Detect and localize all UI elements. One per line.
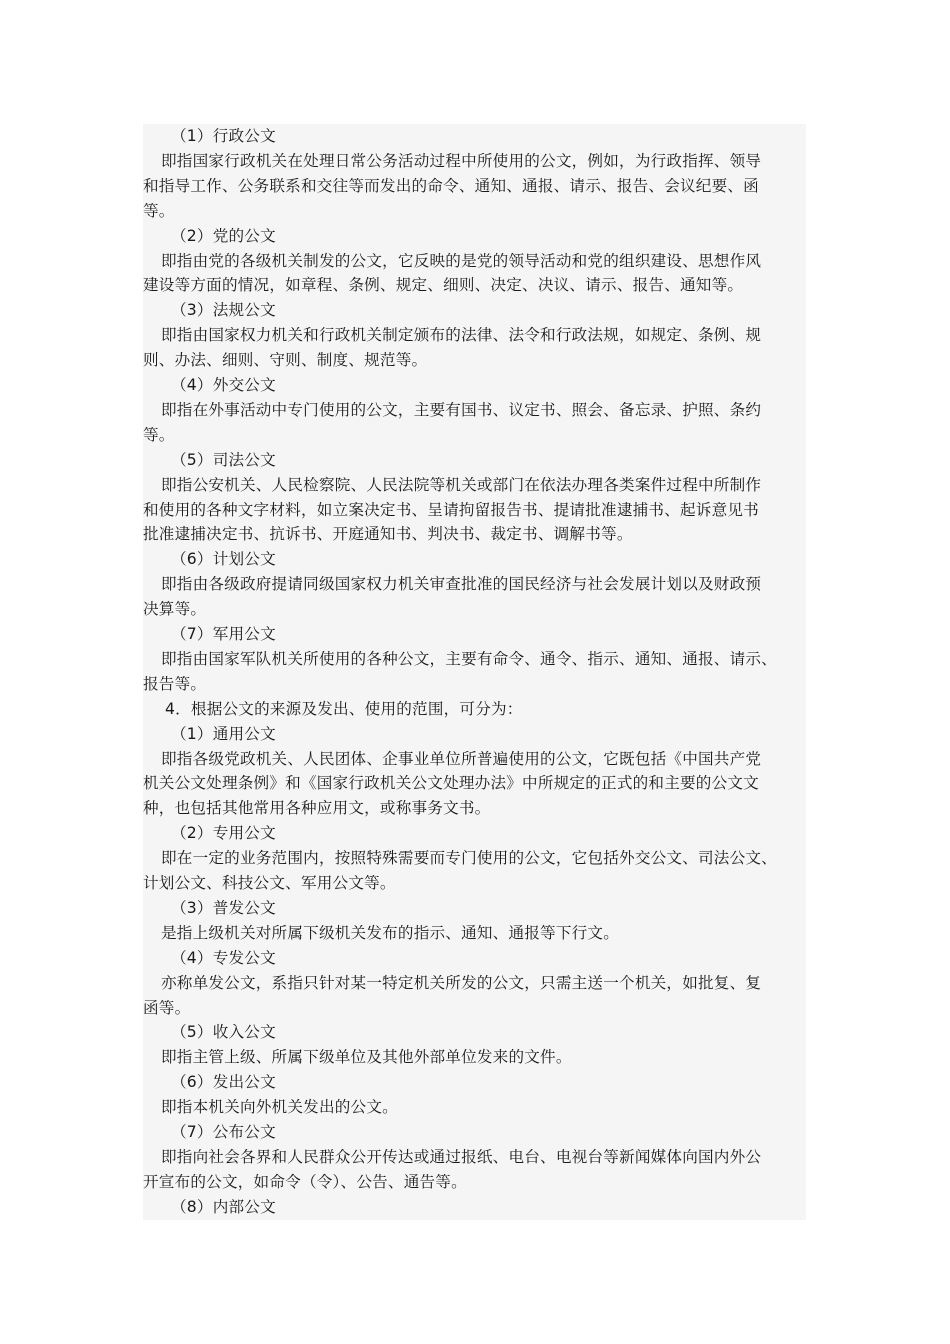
- paragraph-first-line: 即指国家行政机关在处理日常公务活动过程中所使用的公文，例如，为行政指挥、领导: [161, 151, 762, 170]
- paragraph-continuation-line: 种，也包括其他常用各种应用文，或称事务文书。: [143, 799, 491, 818]
- paragraph-continuation-line: 建设等方面的情况，如章程、条例、规定、细则、决定、决议、请示、报告、通知等。: [143, 276, 744, 295]
- paragraph-first-line: 即在一定的业务范围内，按照特殊需要而专门使用的公文，它包括外交公文、司法公文、: [161, 849, 777, 868]
- paragraph-continuation-line: 等。: [143, 425, 175, 444]
- section-heading: （3）法规公文: [171, 301, 276, 320]
- paragraph-first-line: 即指由国家军队机关所使用的各种公文，主要有命令、通令、指示、通知、通报、请示、: [161, 649, 777, 668]
- document-text-block: [143, 124, 806, 1220]
- paragraph-continuation-line: 批准逮捕决定书、抗诉书、开庭通知书、判决书、裁定书、调解书等。: [143, 525, 633, 544]
- paragraph-first-line: 即指向社会各界和人民群众公开传达或通过报纸、电台、电视台等新闻媒体向国内外公: [161, 1147, 762, 1166]
- paragraph-first-line: 亦称单发公文，系指只针对某一特定机关所发的公文，只需主送一个机关，如批复、复: [161, 973, 762, 992]
- section-heading: （7）军用公文: [171, 625, 276, 643]
- paragraph-first-line: 是指上级机关对所属下级机关发布的指示、通知、通报等下行文。: [161, 923, 620, 942]
- section-heading: （6）计划公文: [171, 550, 276, 569]
- paragraph-continuation-line: 报告等。: [143, 674, 207, 693]
- section-heading: （5）司法公文: [171, 450, 276, 469]
- paragraph-first-line: 即指由各级政府提请同级国家权力机关审查批准的国民经济与社会发展计划以及财政预: [161, 575, 762, 594]
- section-heading: （3）普发公文: [171, 898, 276, 917]
- paragraph-continuation-line: 函等。: [143, 998, 191, 1017]
- section-heading: （4）外交公文: [171, 376, 276, 394]
- paragraph-continuation-line: 开宣布的公文，如命令（令）、公告、通告等。: [143, 1172, 467, 1191]
- section-heading: （4）专发公文: [171, 948, 276, 967]
- paragraph-first-line: 即指由党的各级机关制发的公文，它反映的是党的领导活动和党的组织建设、思想作风: [161, 251, 762, 270]
- section-heading: （1）通用公文: [171, 724, 276, 743]
- paragraph-continuation-line: 决算等。: [143, 600, 207, 619]
- section-heading: （5）收入公文: [171, 1023, 276, 1042]
- paragraph-continuation-line: 等。: [143, 201, 175, 220]
- section-heading: （8）内部公文: [171, 1197, 276, 1216]
- section-heading: （2）党的公文: [171, 226, 276, 245]
- paragraph-continuation-line: 机关公文处理条例》和《国家行政机关公文处理办法》中所规定的正式的和主要的公文文: [143, 774, 759, 793]
- section-heading: （2）专用公文: [171, 824, 276, 843]
- section-heading: （6）发出公文: [171, 1073, 276, 1092]
- paragraph-continuation-line: 计划公文、科技公文、军用公文等。: [143, 874, 396, 892]
- paragraph-first-line: 即指由国家权力机关和行政机关制定颁布的法律、法令和行政法规，如规定、条例、规: [161, 326, 762, 345]
- paragraph-continuation-line: 则、办法、细则、守则、制度、规范等。: [143, 351, 428, 370]
- section-heading: （1）行政公文: [171, 127, 276, 145]
- paragraph-first-line: 即指各级党政机关、人民团体、企事业单位所普遍使用的公文，它既包括《中国共产党: [161, 749, 762, 768]
- paragraph-first-line: 即指主管上级、所属下级单位及其他外部单位发来的文件。: [161, 1048, 572, 1067]
- section-heading: （7）公布公文: [171, 1123, 276, 1141]
- paragraph-continuation-line: 和指导工作、公务联系和交往等而发出的命令、通知、通报、请示、报告、会议纪要、函: [143, 176, 759, 195]
- paragraph-first-line: 即指本机关向外机关发出的公文。: [161, 1098, 398, 1117]
- numbered-item-heading: 4．根据公文的来源及发出、使用的范围，可分为：: [165, 699, 523, 718]
- paragraph-first-line: 即指公安机关、人民检察院、人民法院等机关或部门在依法办理各类案件过程中所制作: [161, 475, 762, 494]
- paragraph-first-line: 即指在外事活动中专门使用的公文，主要有国书、议定书、照会、备忘录、护照、条约: [161, 400, 762, 419]
- paragraph-continuation-line: 和使用的各种文字材料，如立案决定书、呈请拘留报告书、提请批准逮捕书、起诉意见书: [143, 500, 759, 519]
